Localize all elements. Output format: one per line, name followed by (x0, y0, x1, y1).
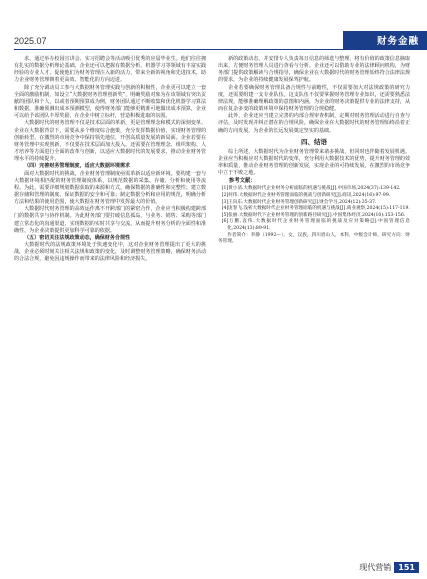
page-footer (359, 562, 419, 573)
paragraph: 大数据时代的财务管理不仅是技术层面的革新，更是管理理念和模式的深刻变革。企业在大数据背景下，需要从多个维度综合施策，充分发挥数据价值，实现财务管理的创新转型，在激烈的市场竞争中保持领先地位，开创高质量发展的新局面。企业若要在财务管理中实现创新，不仅要在技术层面加大投入，还需要在管理理念、组织架构、人才培养等方面进行全面的改革与创新，以适应大数据时代的发展要求，推动企业财务管理水平的持续提升。 (14, 120, 206, 163)
section-banner (343, 31, 427, 49)
left-column (14, 56, 206, 264)
journal-name: 现代营销 (359, 563, 392, 572)
subsection-heading: （四）完善财务管理制度，适应大数据环境需求 (24, 163, 131, 170)
author-bio: 作者简介：李静（1992—），女，汉族，四川眉山人，本科，中级会计师，研究方向：财务管理。 (218, 232, 410, 245)
paragraph: 求，通过举办校园宣讲会、实习招聘会等活动吸引优秀的应届毕业生。他们往往拥有扎实的数据分析理论基础，企业还可以把握有数据分析、机器学习等领域有丰富实践经验的专业人才，促使他们为财务管理注入新的活力，带来全新的视角和先进技术，助力企业财务管理朝着更高效、智能化的方向迈进。 (14, 56, 206, 84)
reference-item: [4]庞春飞.浅析大数据时代企业财务管理面临的机遇与挑战[J].商业观察,2024(15):117-119. (221, 206, 410, 212)
header-rule (14, 49, 427, 50)
section-title: 财务金融 (376, 36, 419, 47)
subsection-heading: （五）密切关注法规政策动态，确保财务合规性 (24, 234, 131, 241)
reference-item: [6]万鹏,袁伟.大数据时代企业财务管理面临的挑战及应对策略[J].中国管理信息化,2024(13):89-91. (221, 219, 410, 231)
issue-date: 2025.07 (14, 36, 47, 46)
paragraph: 新的政策动态，并安排专人负责每日信息的筛选与整理，将有价值的政策信息摘取出来，方便财务管理人员进行查看与分析。企业还可以借助专业的法律顾问机构，为财务部门提供政策解读与合规指导，确保企业在大数据时代的财务管理始终符合法律法规的要求，为企业的持续健康发展保驾护航。 (218, 56, 410, 84)
references-heading: 参考文献： (228, 178, 256, 185)
reference-item: [5]张丽.大数据时代下企业财务管理的创新路径研究[J].中国集体经济,2024(10):153-156. (221, 212, 406, 218)
reference-item: [2]何伟.大数据时代企业财务管理面临的挑战与创新研究[J].商讯,2024(16):97-99. (221, 192, 391, 198)
reference-item: [1]黄小清.大数据时代企业财务分析面临的机遇与挑战[J].中国市场,2024(37):139-142. (221, 186, 401, 192)
page-number: 151 (394, 562, 419, 573)
paragraph: 除了充分调动员工参与大数据财务管理实践与创新的积极性，企业更可以建立一套全面的激励机制，如设立“大数据财务管理创新奖”，明确奖励对象为在该领域有突出贡献的团队和个人，以或者预期预算成为例，财务团队通过不断收集和优化机器学习算法和数据，准确预测出成本预测模型，使得财务部门能够更精准可地做出成本预算，企业可以给予该团队丰厚奖励，在企业中树立标杆，营造积极进取的氛围。 (14, 84, 206, 120)
conclusion-heading: 四、结语 (301, 137, 327, 146)
paragraph: 大数据时代财务管理的高效运作离不开跨部门的紧密合作，企业应当积极构建跨部门的数据共享与协作机制。为此财务部门要打破信息孤岛，与业务、销售、采购等部门建立常态化的沟通渠道，实现数据的实时共享与交流，从而提升财务分析的全面性和准确性，为企业决策提供更加科学可靠的依据。 (14, 206, 206, 234)
page-top (0, 0, 427, 6)
paragraph: 此外，企业还应当建立完善的内部合规审查机制，定期对财务管理活动进行自查与评估，及时发现并纠正潜在的合规风险，确保企业在大数据时代的财务管理始终沿着正确的方向发展，为企业的长远发展奠定坚实的基础。 (218, 113, 410, 134)
right-column (218, 56, 410, 246)
paragraph: 大数据时代的法规政策环境处于快速变化中，这对企业财务管理提出了更大的挑战，企业必须时刻关注相关法规和政策的变化，及时调整财务管理策略，确保财务活动的合法合规，避免因违规操作而带来的法律风险和经济损失。 (14, 242, 206, 263)
reference-item: [3]王向东.大数据时代企业财务管理创新研究[J].财会学习,2024(12):35-37. (221, 199, 377, 205)
paragraph: 面对大数据时代的挑战，企业财务管理制度亟需革新以适应新环境。要构建一套与大数据环境相匹配的财务管理制度体系，以规范数据的采集、存储、分析和使用等流程。为此，需要详细规划数据获取的来源和方式，确保数据的准确性和完整性；建立数据存储和管理的制度，保证数据的安全和可靠；制定数据分析和应用的规范，明确分析方法和结果的使用范围，使大数据在财务管理中发挥最大的价值。 (14, 170, 206, 206)
paragraph: 企业若要确保财务管理具备合规性与前瞻性，不仅需要加大对法规政策的研究力度，还需要组建一支专业队伍。这支队伍不仅要掌握财务管理专业知识，还需要熟悉法律法规，能够准确理解政策的意图和内涵，为企业的财务决策提供专业的法律支持，从而在复杂多变的政策环境中保持财务管理的合规稳健。 (218, 84, 410, 113)
paragraph: 综上所述，大数据时代为企业财务管理带来诸多挑战，但同时也伴随着发展机遇。企业应当积极应对大数据时代的变革，充分利用大数据技术的优势，提升财务管理的效率和质量，推动企业财务管理的创新发展，实现企业的可持续发展，在激烈的市场竞争中立于不败之地。 (218, 148, 410, 177)
